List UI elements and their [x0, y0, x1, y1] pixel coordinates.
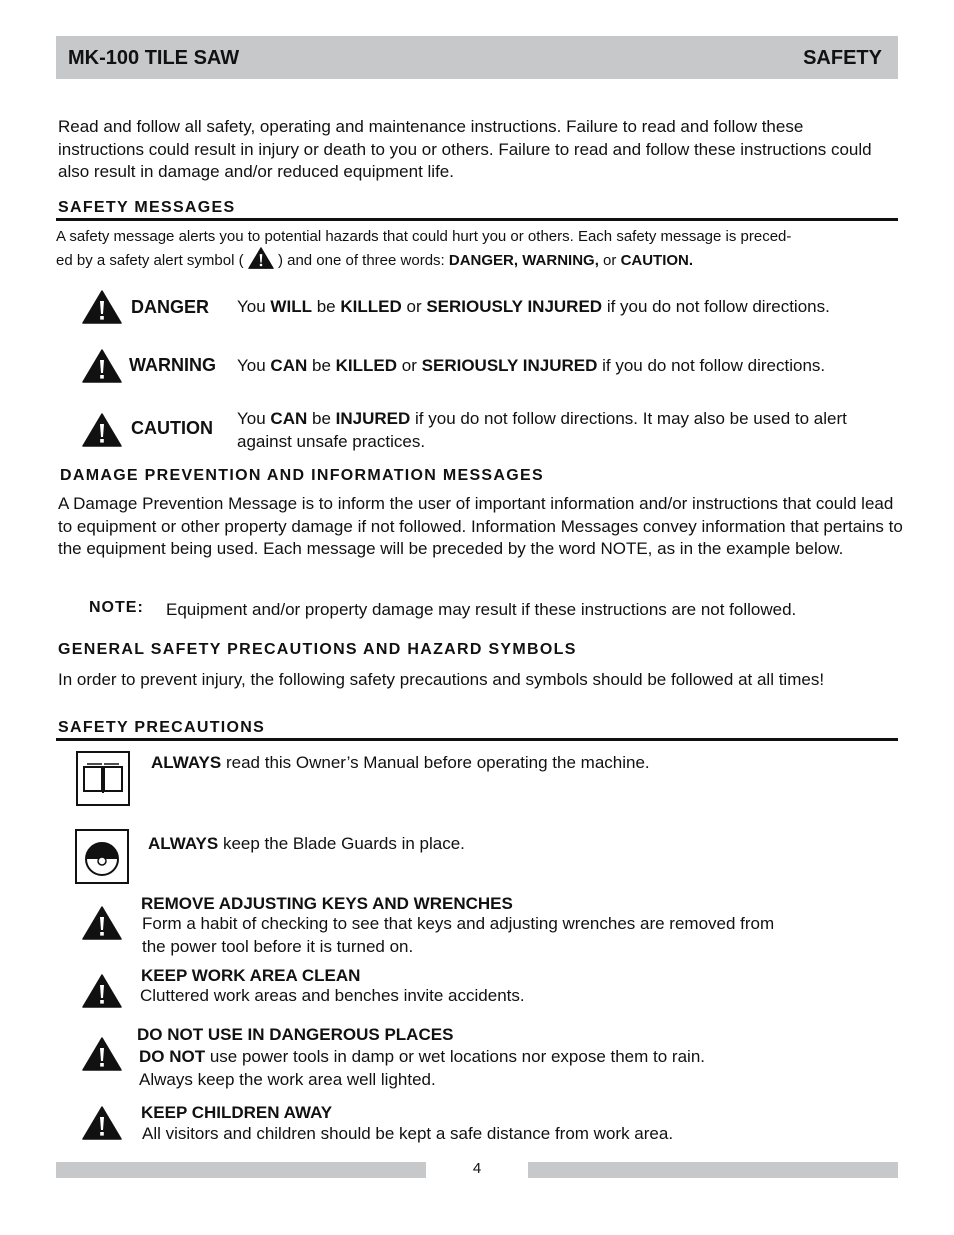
general-safety-body: In order to prevent injury, the following safety precautions and symbols should be followed at all times! [58, 670, 825, 689]
caution-description: You CAN be INJURED if you do not follow directions. It may also be used to alert against unsafe practices. [237, 409, 847, 451]
clean-text: Cluttered work areas and benches invite accidents. [140, 986, 525, 1005]
safety-messages-heading: SAFETY MESSAGES [58, 199, 236, 216]
manual-title: MK-100 TILE SAW [68, 47, 240, 69]
places-alert-icon [82, 1037, 122, 1071]
danger-alert-icon [82, 290, 122, 324]
keys-alert-icon [82, 906, 122, 940]
safety-messages-desc: A safety message alerts you to potential hazards that could hurt you or others. Each safety message is preced- ed by a safety alert symbol ( ) and one of three words: DANGER, WARNING, or CAUTION. [56, 228, 792, 269]
owners-manual-icon [76, 751, 130, 806]
keys-text: Form a habit of checking to see that keys and adjusting wrenches are removed from the power tool before it is turned on. [142, 914, 775, 956]
note-label: NOTE: [89, 599, 144, 616]
footer-bar-right [528, 1162, 898, 1178]
note-text: Equipment and/or property damage may result if these instructions are not followed. [166, 600, 797, 619]
safety-alert-icon [248, 247, 274, 269]
danger-description: You WILL be KILLED or SERIOUSLY INJURED if you do not follow directions. [237, 297, 830, 316]
children-alert-icon [82, 1106, 122, 1140]
places-text: DO NOT use power tools in damp or wet locations nor expose them to rain. Always keep the work area well lighted. [139, 1047, 705, 1089]
blade-guard-precaution: ALWAYS keep the Blade Guards in place. [148, 834, 465, 853]
blade-guard-icon [75, 829, 129, 884]
warning-label: WARNING [129, 355, 216, 375]
warning-description: You CAN be KILLED or SERIOUSLY INJURED if you do not follow directions. [237, 356, 826, 375]
caution-alert-icon [82, 413, 122, 447]
heading-rule [56, 738, 898, 741]
general-safety-heading: GENERAL SAFETY PRECAUTIONS AND HAZARD SYMBOLS [58, 641, 577, 658]
footer-bar-left [56, 1162, 426, 1178]
keys-title: REMOVE ADJUSTING KEYS AND WRENCHES [141, 894, 513, 913]
section-title: SAFETY [803, 47, 882, 69]
damage-prevention-body: A Damage Prevention Message is to inform the user of important information and/or instructions that could lead to equipment or other property damage if not followed. Information Messages convey information that pertains to the equipment being used. Each message will be preceded by the word NOTE, as in the example below. [58, 494, 903, 558]
page-number: 4 [472, 1160, 482, 1177]
places-title: DO NOT USE IN DANGEROUS PLACES [137, 1025, 454, 1044]
clean-alert-icon [82, 974, 122, 1008]
safety-precautions-heading: SAFETY PRECAUTIONS [58, 719, 266, 736]
danger-label: DANGER [131, 297, 210, 317]
children-text: All visitors and children should be kept a safe distance from work area. [142, 1124, 674, 1143]
damage-prevention-heading: DAMAGE PREVENTION AND INFORMATION MESSAGES [60, 467, 544, 484]
intro-paragraph: Read and follow all safety, operating and maintenance instructions. Failure to read and follow these instructions could result in injury or death to you or others. Failure to read and follow these instructions could also result in damage and/or reduced equipment life. [58, 117, 872, 181]
warning-alert-icon [82, 349, 122, 383]
children-title: KEEP CHILDREN AWAY [141, 1103, 333, 1122]
manual-precaution: ALWAYS read this Owner’s Manual before operating the machine. [151, 753, 650, 772]
caution-label: CAUTION [131, 418, 213, 438]
clean-title: KEEP WORK AREA CLEAN [141, 966, 361, 985]
heading-rule [56, 218, 898, 221]
page-header [56, 36, 898, 79]
